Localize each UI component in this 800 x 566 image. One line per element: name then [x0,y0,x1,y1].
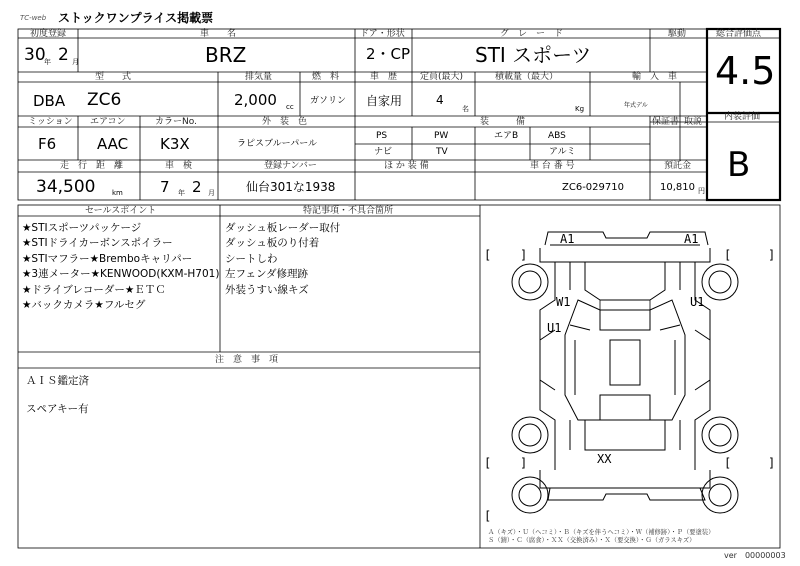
door-shape: 2・CP [366,45,411,63]
equip-navi: ナビ [374,147,393,157]
color-no: K3X [160,135,190,153]
history: 自家用 [366,94,403,108]
reg-year: 30 [24,45,46,65]
reg-month-unit: 月 [72,58,79,66]
other-equip-label: ほ か 装 備 [384,161,429,171]
equipment-label: 装 備 [480,117,526,127]
grade-label: グ レ ー ド [500,29,564,39]
exterior-color-label: 外 装 色 [262,117,308,127]
overall-score: 4.5 [715,49,776,93]
estimate-unit: 円 [698,187,705,195]
list-item: ★STIスポーツパッケージ [22,222,142,234]
logo: TC-web [20,14,47,22]
damage-mark-a1-right: A1 [684,232,699,246]
interior-score: B [727,145,751,185]
inspection-year: 7 [160,178,170,196]
damage-mark-u1-right: U1 [690,295,705,309]
displacement: 2,000 [234,91,277,109]
drive-label: 駆動 [668,29,687,39]
overall-score-label: 総合評価点 [716,29,762,39]
displacement-label: 排気量 [245,72,273,82]
caution-list [26,374,89,416]
list-item: ダッシュ板レーダー取付 [225,222,341,234]
load-unit: Kg [575,105,585,113]
bracket-open: [ [724,456,732,470]
model-label: 型 式 [95,72,132,82]
bracket-open: [ [484,456,492,470]
mileage-label: 走 行 距 離 [60,161,124,171]
equip-abs: ABS [548,131,566,141]
chassis-label: 車 台 番 号 [530,161,575,171]
list-item: シートしわ [225,252,278,265]
bracket-close: ] [520,456,528,470]
chassis-number: ZC6-029710 [562,182,624,193]
plate-label: 登録ナンバー [264,161,317,171]
capacity-unit: 名 [462,105,469,113]
mileage-unit: km [112,189,123,197]
equip-pw: PW [434,131,449,141]
inspection-month: 2 [192,178,202,196]
first-reg-label: 初度登録 [30,29,67,39]
door-shape-label: ドア・形状 [360,29,405,39]
list-item: ＡＩＳ鑑定済 [26,375,89,387]
bracket-close: ] [768,248,776,262]
aircon-label: エアコン [90,117,126,127]
history-label: 車 歴 [370,72,398,82]
reg-month: 2 [58,45,69,65]
notes-title: 特記事項・不具合箇所 [303,206,394,216]
selling-points-list [22,221,219,313]
mission: F6 [38,135,57,153]
damage-mark-u1-center: U1 [547,321,562,335]
page-title: ストックワンプライス掲載票 [58,11,214,25]
capacity-label: 定員(最大) [420,72,464,82]
list-item: 外装うすい線キズ [225,283,309,296]
equip-airbag: エアB [494,131,519,141]
color-no-label: カラーNo. [155,117,197,127]
damage-mark-xx: XX [597,452,612,466]
estimate: 10,810 [660,182,695,193]
fuel-label: 燃 料 [312,72,340,82]
reg-year-unit: 年 [44,58,51,66]
notes-list [225,221,340,298]
inspection-label: 車 検 [165,161,193,171]
car-name: BRZ [205,43,247,67]
manual-label: 取説 [684,117,703,127]
exterior-color: ラピスブルーパール [237,139,318,149]
bracket-close: ] [768,456,776,470]
list-item: ★STIドライカーボンスポイラー [22,237,173,250]
plate-number: 仙台301な1938 [246,180,336,194]
load-label: 積載量（最大） [495,72,559,82]
equip-ps: PS [376,131,388,141]
inspection-month-unit: 月 [208,189,215,197]
list-item: ★バックカメラ★フルセグ [22,299,146,312]
legend-line-1: Ａ（キズ）・Ｕ（ヘコミ）・Ｂ（キズを伴うヘコミ）・Ｗ（補修跡）・Ｐ（要塗装） [488,529,715,536]
list-item: ★STIマフラー★Bremboキャリパー [22,252,193,265]
year-model: 年式デル [624,102,648,109]
estimate-label: 預託金 [664,161,692,171]
equip-tv: TV [436,147,448,157]
damage-mark-w1: W1 [556,295,571,309]
grade: STI スポーツ [475,43,592,67]
bracket-open: [ [484,248,492,262]
car-name-label: 車 名 [200,29,237,39]
bracket-close: ] [520,248,528,262]
equip-alloy: アルミ [549,147,576,157]
aircon: AAC [97,135,129,153]
list-item: ★3連メーター★KENWOOD(KXM-H701) [22,268,220,281]
fuel: ガソリン [310,96,347,106]
model-prefix: DBA [33,92,66,110]
caution-title: 注 意 事 項 [215,355,279,365]
displacement-unit: cc [286,103,294,111]
list-item: スペアキー有 [26,403,89,415]
inspection-year-unit: 年 [178,189,185,197]
bracket-open: [ [724,248,732,262]
legend-line-2: Ｓ（錆）・Ｃ（腐食）・ＸＸ（交換済み）・Ｘ（要交換）・Ｇ（ガラスキズ） [488,537,696,544]
model: ZC6 [87,90,122,110]
capacity: 4 [436,93,444,107]
damage-mark-a1-left: A1 [560,232,575,246]
list-item: 左フェンダ修理跡 [225,268,309,281]
bracket-open: [ [484,509,492,523]
interior-score-label: 内装評価 [724,112,761,122]
import-label: 輸 入 車 [632,72,678,82]
mileage: 34,500 [36,177,96,197]
list-item [26,388,89,402]
warranty-label: 保証書 [652,117,680,127]
mission-label: ミッション [28,117,73,127]
list-item: ★ドライブレコーダー★ＥＴＣ [22,283,166,296]
list-item: ダッシュ板のり付着 [225,237,320,250]
version-label: ver 00000003 [724,551,786,560]
selling-points-title: セールスポイント [85,206,157,216]
